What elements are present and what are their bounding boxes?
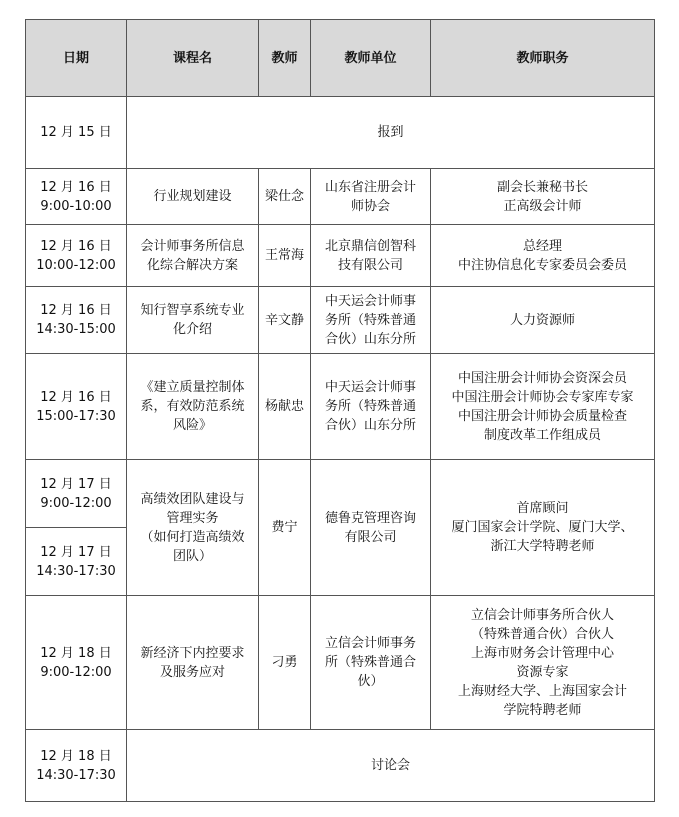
header-course: 课程名 — [127, 20, 259, 97]
table-row — [26, 460, 655, 528]
date-cell: 12 月 16 日 15:00-17:30 — [26, 354, 127, 460]
header-date: 日期 — [26, 20, 127, 97]
header-unit: 教师单位 — [311, 20, 431, 97]
teacher-cell: 辛文静 — [259, 287, 311, 354]
date-cell: 12 月 17 日 14:30-17:30 — [26, 528, 127, 596]
table-row — [26, 287, 655, 354]
date-cell: 12 月 16 日 10:00-12:00 — [26, 225, 127, 287]
table-row — [26, 730, 655, 802]
unit-cell: 德鲁克管理咨询 有限公司 — [311, 460, 431, 596]
date-cell: 12 月 18 日 14:30-17:30 — [26, 730, 127, 802]
unit-cell: 立信会计师事务 所（特殊普通合 伙） — [311, 596, 431, 730]
course-cell: 行业规划建设 — [127, 169, 259, 225]
unit-cell: 山东省注册会计 师协会 — [311, 169, 431, 225]
position-cell: 首席顾问 厦门国家会计学院、厦门大学、 浙江大学特聘老师 — [431, 460, 655, 596]
date-cell: 12 月 16 日 14:30-15:00 — [26, 287, 127, 354]
header-position: 教师职务 — [431, 20, 655, 97]
course-schedule-table — [25, 19, 655, 802]
unit-cell: 北京鼎信创智科 技有限公司 — [311, 225, 431, 287]
table-row — [26, 596, 655, 730]
date-cell: 12 月 18 日 9:00-12:00 — [26, 596, 127, 730]
course-cell: 会计师事务所信息 化综合解决方案 — [127, 225, 259, 287]
date-cell: 12 月 15 日 — [26, 97, 127, 169]
teacher-cell: 费宁 — [259, 460, 311, 596]
date-cell: 12 月 16 日 9:00-10:00 — [26, 169, 127, 225]
table-row — [26, 169, 655, 225]
position-cell: 副会长兼秘书长 正高级会计师 — [431, 169, 655, 225]
merged-cell-registration: 报到 — [127, 97, 655, 169]
position-cell: 人力资源师 — [431, 287, 655, 354]
table-row — [26, 97, 655, 169]
course-cell: 《建立质量控制体 系，有效防范系统 风险》 — [127, 354, 259, 460]
unit-cell: 中天运会计师事 务所（特殊普通 合伙）山东分所 — [311, 287, 431, 354]
header-teacher: 教师 — [259, 20, 311, 97]
course-cell: 高绩效团队建设与 管理实务 （如何打造高绩效 团队） — [127, 460, 259, 596]
table-header-row — [26, 20, 655, 97]
table-row — [26, 354, 655, 460]
course-cell: 新经济下内控要求 及服务应对 — [127, 596, 259, 730]
course-cell: 知行智享系统专业 化介绍 — [127, 287, 259, 354]
unit-cell: 中天运会计师事 务所（特殊普通 合伙）山东分所 — [311, 354, 431, 460]
teacher-cell: 杨献忠 — [259, 354, 311, 460]
table-row — [26, 225, 655, 287]
teacher-cell: 刁勇 — [259, 596, 311, 730]
merged-cell-discussion: 讨论会 — [127, 730, 655, 802]
position-cell: 中国注册会计师协会资深会员 中国注册会计师协会专家库专家 中国注册会计师协会质量检查 制度改革工作组成员 — [431, 354, 655, 460]
date-cell: 12 月 17 日 9:00-12:00 — [26, 460, 127, 528]
position-cell: 总经理 中注协信息化专家委员会委员 — [431, 225, 655, 287]
teacher-cell: 梁仕念 — [259, 169, 311, 225]
position-cell: 立信会计师事务所合伙人 （特殊普通合伙）合伙人 上海市财务会计管理中心 资源专家 上海财经大学、上海国家会计 学院特聘老师 — [431, 596, 655, 730]
teacher-cell: 王常海 — [259, 225, 311, 287]
